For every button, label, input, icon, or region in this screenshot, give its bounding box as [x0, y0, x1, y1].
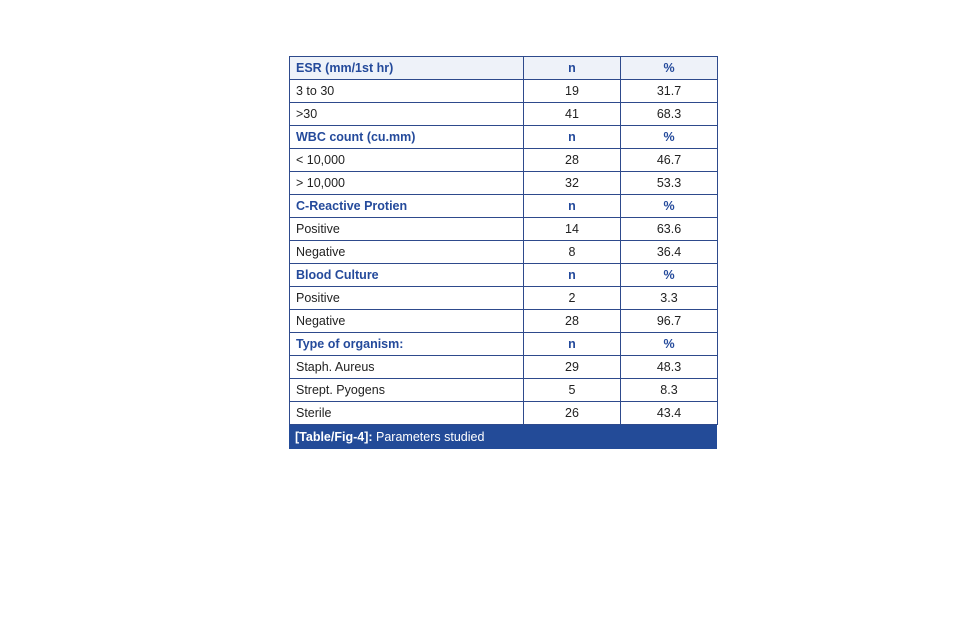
row-percent-value: 3.3 — [621, 287, 718, 310]
section-header-row — [290, 57, 718, 80]
section-header-percent: % — [621, 264, 718, 287]
row-percent-value: 96.7 — [621, 310, 718, 333]
section-header-label: C-Reactive Protien — [290, 195, 524, 218]
table-row — [290, 310, 718, 333]
section-header-row — [290, 264, 718, 287]
row-label: Positive — [290, 218, 524, 241]
table-row — [290, 379, 718, 402]
row-percent-value: 31.7 — [621, 80, 718, 103]
section-header-label: ESR (mm/1st hr) — [290, 57, 524, 80]
section-header-n: n — [524, 264, 621, 287]
table-row — [290, 80, 718, 103]
row-percent-value: 46.7 — [621, 149, 718, 172]
section-header-label: Type of organism: — [290, 333, 524, 356]
section-header-percent: % — [621, 195, 718, 218]
section-header-percent: % — [621, 126, 718, 149]
section-header-label: WBC count (cu.mm) — [290, 126, 524, 149]
row-label: Staph. Aureus — [290, 356, 524, 379]
section-header-label: Blood Culture — [290, 264, 524, 287]
section-header-row — [290, 195, 718, 218]
row-percent-value: 63.6 — [621, 218, 718, 241]
section-header-row — [290, 126, 718, 149]
table-row — [290, 402, 718, 425]
row-n-value: 19 — [524, 80, 621, 103]
row-label: Negative — [290, 241, 524, 264]
row-label: > 10,000 — [290, 172, 524, 195]
row-label: >30 — [290, 103, 524, 126]
table-row — [290, 149, 718, 172]
row-n-value: 28 — [524, 149, 621, 172]
row-n-value: 29 — [524, 356, 621, 379]
row-label: 3 to 30 — [290, 80, 524, 103]
row-n-value: 28 — [524, 310, 621, 333]
row-label: Strept. Pyogens — [290, 379, 524, 402]
row-n-value: 14 — [524, 218, 621, 241]
table-caption — [289, 425, 717, 449]
row-percent-value: 36.4 — [621, 241, 718, 264]
row-n-value: 8 — [524, 241, 621, 264]
row-percent-value: 53.3 — [621, 172, 718, 195]
parameters-table-body — [290, 57, 718, 425]
table-row — [290, 287, 718, 310]
row-label: Positive — [290, 287, 524, 310]
row-label: < 10,000 — [290, 149, 524, 172]
table-row — [290, 356, 718, 379]
section-header-n: n — [524, 57, 621, 80]
table-row — [290, 241, 718, 264]
section-header-n: n — [524, 333, 621, 356]
table-row — [290, 218, 718, 241]
caption-label: [Table/Fig-4]: — [295, 430, 373, 444]
row-n-value: 2 — [524, 287, 621, 310]
row-label: Negative — [290, 310, 524, 333]
section-header-percent: % — [621, 333, 718, 356]
caption-text: Parameters studied — [372, 430, 485, 444]
section-header-row — [290, 333, 718, 356]
parameters-table — [289, 56, 718, 425]
row-percent-value: 8.3 — [621, 379, 718, 402]
row-n-value: 26 — [524, 402, 621, 425]
row-n-value: 5 — [524, 379, 621, 402]
row-percent-value: 68.3 — [621, 103, 718, 126]
table-row — [290, 172, 718, 195]
section-header-percent: % — [621, 57, 718, 80]
table-row — [290, 103, 718, 126]
parameters-table-container — [289, 56, 717, 449]
section-header-n: n — [524, 126, 621, 149]
row-percent-value: 43.4 — [621, 402, 718, 425]
row-percent-value: 48.3 — [621, 356, 718, 379]
row-n-value: 32 — [524, 172, 621, 195]
section-header-n: n — [524, 195, 621, 218]
row-n-value: 41 — [524, 103, 621, 126]
row-label: Sterile — [290, 402, 524, 425]
